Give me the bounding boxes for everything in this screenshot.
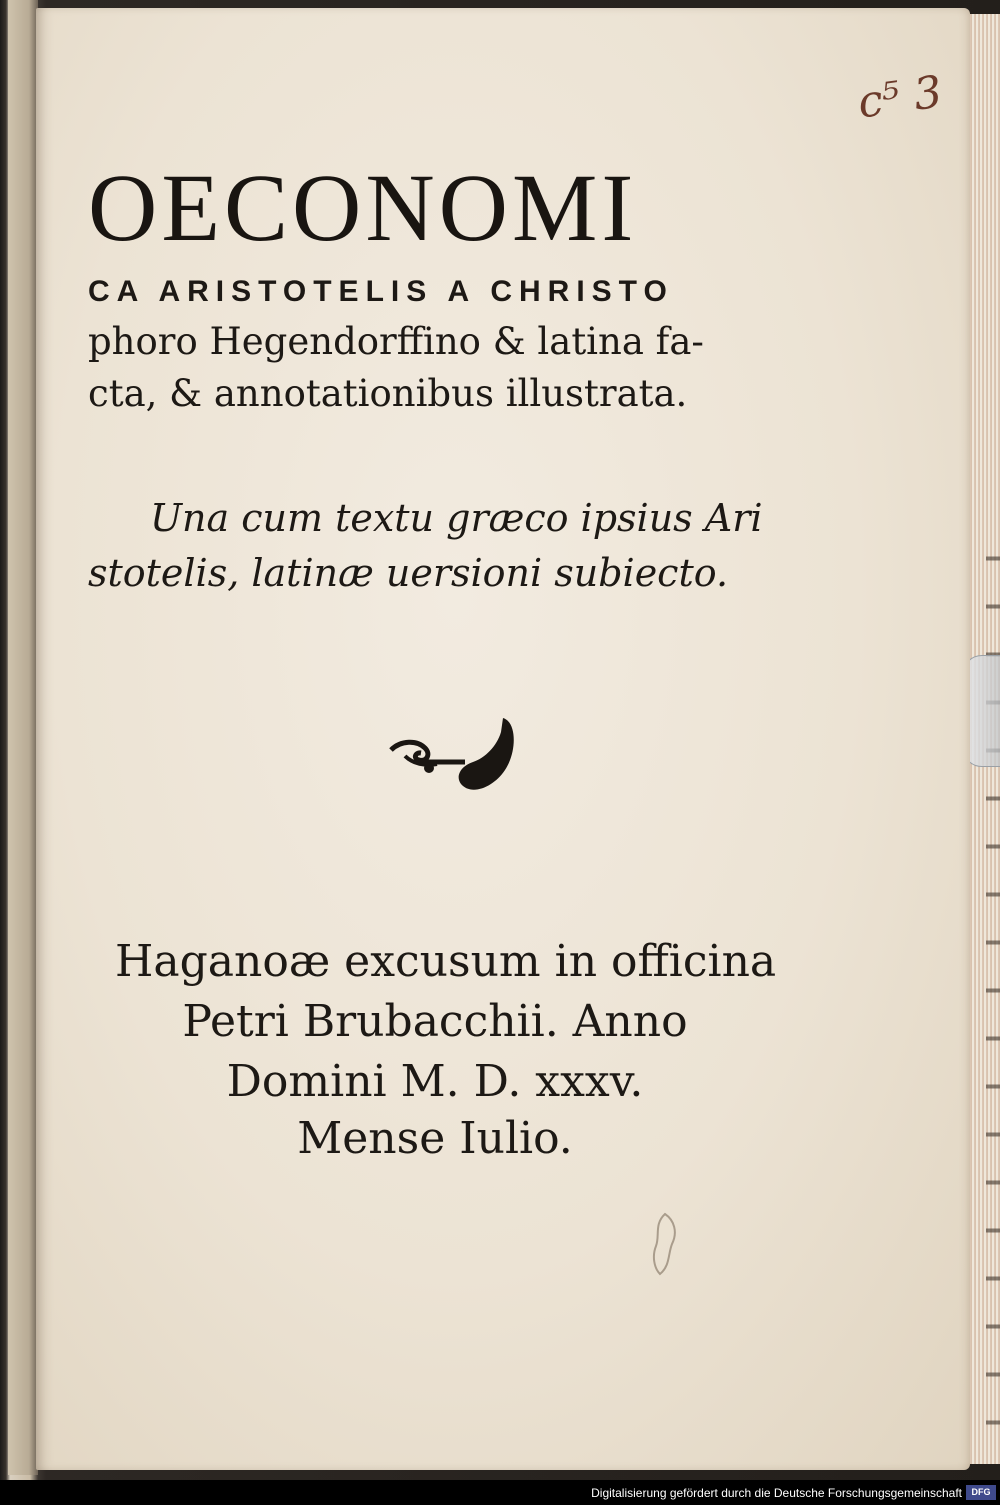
imprint-line-1: Haganoæ excusum in officina — [115, 936, 777, 987]
title-line-1: OECONOMI — [88, 154, 638, 261]
title-line-2: CA ARISTOTELIS A CHRISTO — [88, 275, 674, 308]
subtitle-line-1: Una cum textu græco ipsius Ari — [150, 496, 763, 540]
title-line-3: phoro Hegendorffino & latina fa- — [88, 320, 704, 363]
binding-edge — [8, 0, 38, 1475]
footer-credit: Digitalisierung gefördert durch die Deutsche Forschungsgemeinschaft — [591, 1486, 962, 1500]
handwritten-note: c⁵ 3 — [854, 66, 946, 129]
imprint-line-2: Petri Brubacchii. Anno — [182, 996, 688, 1047]
dfg-logo: DFG — [966, 1485, 996, 1500]
subtitle-line-2: stotelis, latinæ uersioni subiecto. — [88, 551, 729, 595]
paper-stain — [640, 1210, 690, 1280]
printer-ornament — [385, 712, 525, 797]
imprint-line-4: Mense Iulio. — [297, 1113, 573, 1164]
imprint-line-3: Domini M. D. xxxv. — [226, 1056, 644, 1107]
title-line-4: cta, & annotationibus illustrata. — [88, 372, 688, 415]
